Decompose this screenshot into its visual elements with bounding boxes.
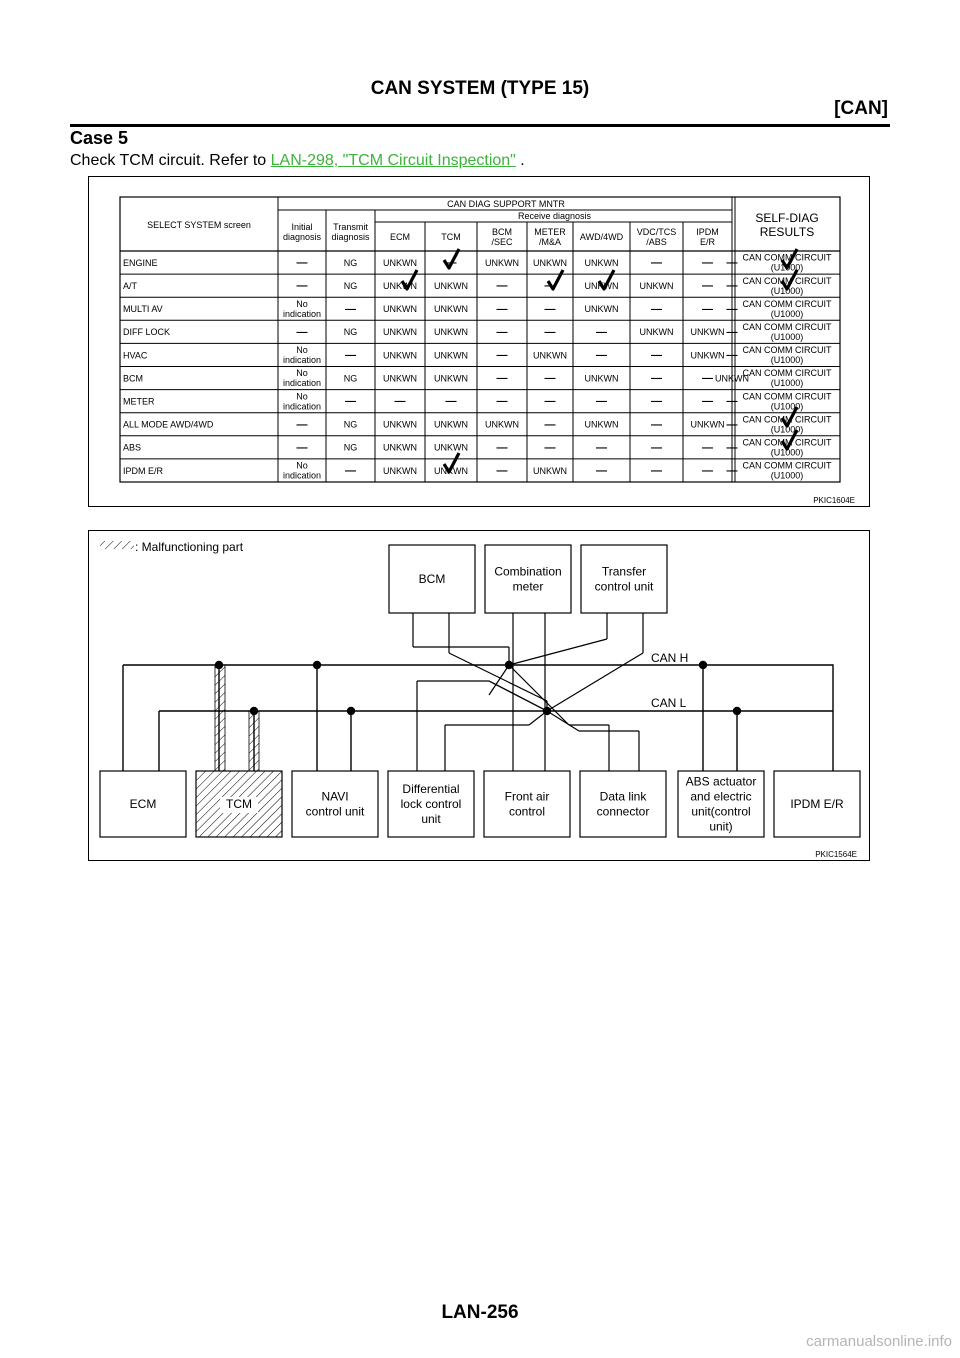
cell-value: UNKWN bbox=[434, 373, 468, 384]
cell-value: NG bbox=[343, 257, 358, 268]
receive-column-header: METER bbox=[534, 227, 566, 238]
cell-value: — bbox=[726, 326, 738, 339]
self-diag-result: CAN COMM CIRCUIT bbox=[742, 414, 832, 425]
cell-value: — bbox=[651, 441, 662, 454]
cell-value: UNKWN bbox=[383, 465, 417, 476]
can-l-label: CAN L bbox=[651, 696, 687, 710]
can-diag-support-monitor-header: CAN DIAG SUPPORT MNTR bbox=[447, 199, 565, 209]
cell-value: — bbox=[296, 326, 308, 339]
bottom-unit-label: unit) bbox=[709, 819, 733, 834]
receive-column-header: TCM bbox=[441, 232, 461, 243]
top-unit-label: control unit bbox=[594, 579, 654, 594]
bottom-unit-label: Differential bbox=[402, 782, 460, 797]
cell-value: UNKWN bbox=[584, 257, 619, 268]
cell-value: No bbox=[296, 345, 308, 356]
self-diag-result: (U1000) bbox=[770, 285, 804, 296]
junction-wire bbox=[489, 665, 509, 695]
cell-value: — bbox=[544, 395, 556, 408]
cell-value: — bbox=[651, 395, 662, 408]
legend-text: : Malfunctioning part bbox=[135, 540, 244, 554]
top-unit-label: Combination bbox=[494, 564, 562, 579]
bottom-unit-label: Front air bbox=[504, 789, 550, 804]
bottom-unit-label: control bbox=[508, 804, 546, 819]
tcm-circuit-inspection-link[interactable]: LAN-298, "TCM Circuit Inspection" bbox=[270, 152, 516, 169]
cell-value: UNKWN bbox=[383, 419, 417, 430]
self-diag-result: CAN COMM CIRCUIT bbox=[742, 391, 832, 402]
cell-value: — bbox=[726, 441, 738, 454]
cell-value: — bbox=[296, 280, 308, 293]
self-diag-result: CAN COMM CIRCUIT bbox=[742, 252, 832, 263]
self-diag-result: CAN COMM CIRCUIT bbox=[742, 275, 832, 286]
bottom-unit-label: lock control bbox=[400, 797, 462, 812]
system-name: METER bbox=[123, 396, 155, 407]
receive-column-header: ECM bbox=[390, 232, 410, 243]
bottom-unit-label: ABS actuator bbox=[685, 774, 757, 789]
cell-value: — bbox=[296, 418, 308, 431]
cell-value: UNKWN bbox=[715, 373, 749, 384]
bottom-unit-label: TCM bbox=[226, 797, 252, 812]
cell-value: — bbox=[445, 395, 457, 408]
cell-value: UNKWN bbox=[485, 257, 519, 268]
system-name: IPDM E/R bbox=[123, 465, 164, 476]
receive-column-header: BCM bbox=[492, 227, 512, 238]
cell-value: — bbox=[702, 441, 713, 454]
cell-value: — bbox=[496, 280, 508, 293]
cell-value: indication bbox=[282, 470, 322, 481]
cell-value: UNKWN bbox=[383, 304, 417, 315]
cell-value: UNKWN bbox=[434, 465, 468, 476]
cell-value: NG bbox=[343, 442, 358, 453]
system-name: ENGINE bbox=[123, 257, 158, 268]
cell-value: — bbox=[726, 418, 738, 431]
transfer-wire bbox=[509, 639, 607, 665]
bottom-unit-label: ECM bbox=[129, 797, 157, 812]
cell-value: — bbox=[496, 441, 508, 454]
cell-value: NG bbox=[343, 280, 358, 291]
cell-value: — bbox=[651, 257, 662, 270]
cell-value: — bbox=[651, 372, 662, 385]
cell-value: — bbox=[496, 349, 508, 362]
cell-value: — bbox=[496, 464, 508, 477]
top-unit-label: meter bbox=[512, 579, 544, 594]
diff-wire-l bbox=[529, 711, 547, 725]
cell-value: indication bbox=[282, 308, 322, 319]
cell-value: — bbox=[596, 441, 607, 454]
self-diag-result: CAN COMM CIRCUIT bbox=[742, 368, 832, 379]
self-diag-result: CAN COMM CIRCUIT bbox=[742, 460, 832, 471]
cell-value: UNKWN bbox=[434, 419, 468, 430]
cell-value: — bbox=[702, 303, 713, 316]
cell-value: — bbox=[651, 303, 662, 316]
self-diag-result: (U1000) bbox=[770, 401, 804, 412]
cell-value: — bbox=[345, 464, 356, 477]
top-unit-label: BCM bbox=[418, 572, 446, 587]
cell-value: — bbox=[496, 395, 508, 408]
receive-column-header: IPDM bbox=[696, 227, 719, 238]
cell-value: — bbox=[544, 372, 556, 385]
initial-diagnosis-header: Initial bbox=[291, 222, 313, 233]
cell-value: — bbox=[726, 257, 738, 270]
cell-value: — bbox=[726, 280, 738, 293]
cell-value: — bbox=[702, 280, 713, 293]
self-diag-result: CAN COMM CIRCUIT bbox=[742, 437, 832, 448]
page-header-title: CAN SYSTEM (TYPE 15) bbox=[370, 78, 590, 99]
initial-diagnosis-header: diagnosis bbox=[282, 232, 322, 243]
receive-column-header: /M&A bbox=[538, 237, 562, 248]
cell-value: UNKWN bbox=[434, 327, 468, 338]
cell-value: — bbox=[651, 349, 662, 362]
cell-value: indication bbox=[282, 355, 322, 366]
cell-value: — bbox=[544, 303, 556, 316]
dlc-wire-h bbox=[509, 665, 569, 725]
cell-value: — bbox=[496, 326, 508, 339]
cell-value: — bbox=[596, 464, 607, 477]
can-diag-table bbox=[89, 177, 871, 508]
cell-value: — bbox=[596, 326, 607, 339]
cell-value: UNKWN bbox=[584, 280, 619, 291]
cell-value: UNKWN bbox=[434, 280, 468, 291]
cell-value: — bbox=[651, 464, 662, 477]
cell-value: UNKWN bbox=[533, 257, 567, 268]
system-name: HVAC bbox=[123, 350, 148, 361]
case-title: Case 5 bbox=[70, 128, 129, 148]
cell-value: — bbox=[345, 303, 356, 316]
cell-value: UNKWN bbox=[533, 465, 567, 476]
cell-value: — bbox=[394, 395, 406, 408]
self-diag-result: CAN COMM CIRCUIT bbox=[742, 345, 832, 356]
bottom-unit-label: Data link bbox=[599, 789, 647, 804]
cell-value: — bbox=[702, 372, 713, 385]
section-tag: [CAN] bbox=[834, 98, 888, 119]
bottom-unit-label: unit bbox=[421, 812, 441, 827]
cell-value: — bbox=[651, 418, 662, 431]
legend-hatch-swatch bbox=[100, 541, 134, 549]
cell-value: — bbox=[296, 441, 308, 454]
bottom-unit-label: and electric bbox=[690, 789, 752, 804]
cell-value: UNKWN bbox=[383, 442, 417, 453]
bottom-unit-label: NAVI bbox=[321, 789, 349, 804]
watermark: carmanualsonline.info bbox=[806, 1333, 952, 1350]
bcm-wire-l bbox=[449, 653, 547, 701]
cell-value: No bbox=[296, 298, 308, 309]
can-h-label: CAN H bbox=[651, 651, 689, 665]
cell-value: No bbox=[296, 460, 308, 471]
bottom-unit-label: IPDM E/R bbox=[790, 797, 844, 812]
system-name: BCM bbox=[123, 373, 143, 384]
select-system-header: SELECT SYSTEM screen bbox=[147, 220, 251, 230]
cell-value: UNKWN bbox=[584, 419, 619, 430]
cell-value: — bbox=[345, 395, 356, 408]
system-name: A/T bbox=[123, 280, 138, 291]
self-diag-result: (U1000) bbox=[770, 447, 804, 458]
cell-value: UNKWN bbox=[639, 327, 674, 338]
dlc-wire-l bbox=[547, 711, 579, 731]
cell-value: — bbox=[596, 395, 607, 408]
cell-value: UNKWN bbox=[383, 373, 417, 384]
cell-value: UNKWN bbox=[434, 304, 468, 315]
receive-column-header: /ABS bbox=[646, 237, 667, 248]
self-diag-results-header: SELF-DIAG bbox=[755, 211, 819, 226]
cell-value: UNKWN bbox=[690, 350, 725, 361]
cell-value: indication bbox=[282, 378, 322, 389]
header-rule bbox=[70, 124, 890, 127]
tcm-can-h-hatched-wire bbox=[215, 665, 225, 771]
cell-value: — bbox=[296, 257, 308, 270]
cell-value: — bbox=[726, 395, 738, 408]
cell-value: — bbox=[702, 395, 713, 408]
cell-value: UNKWN bbox=[639, 280, 674, 291]
bottom-unit-label: connector bbox=[596, 804, 650, 819]
self-diag-result: CAN COMM CIRCUIT bbox=[742, 322, 832, 332]
cell-value: — bbox=[726, 303, 738, 316]
cell-value: — bbox=[544, 441, 556, 454]
cell-value: UNKWN bbox=[383, 327, 417, 338]
cell-value: — bbox=[702, 257, 713, 270]
cell-value: — bbox=[596, 349, 607, 362]
instruction-text bbox=[70, 152, 525, 170]
self-diag-result: (U1000) bbox=[770, 424, 804, 435]
cell-value: — bbox=[726, 464, 738, 477]
page-number: LAN-256 bbox=[441, 1302, 519, 1323]
receive-column-header: E/R bbox=[699, 237, 716, 248]
instruction-prefix: Check TCM circuit. Refer to bbox=[70, 152, 271, 169]
cell-value: — bbox=[445, 257, 457, 270]
self-diag-result: (U1000) bbox=[770, 308, 804, 319]
figure-id: PKIC1604E bbox=[813, 496, 855, 505]
cell-value: No bbox=[296, 368, 308, 379]
cell-value: — bbox=[726, 349, 738, 362]
cell-value: UNKWN bbox=[383, 257, 417, 268]
cell-value: — bbox=[544, 326, 556, 339]
cell-value: UNKWN bbox=[533, 350, 567, 361]
self-diag-results-header: RESULTS bbox=[759, 225, 815, 240]
cell-value: NG bbox=[343, 327, 358, 338]
receive-column-header: /SEC bbox=[491, 237, 513, 248]
self-diag-result: (U1000) bbox=[770, 470, 804, 481]
cell-value: UNKWN bbox=[690, 419, 725, 430]
system-name: DIFF LOCK bbox=[123, 327, 171, 338]
can-communication-diagram bbox=[89, 531, 871, 862]
receive-column-header: VDC/TCS bbox=[636, 227, 677, 238]
receive-column-header: AWD/4WD bbox=[579, 232, 624, 243]
figure-id: PKIC1564E bbox=[815, 850, 857, 859]
transfer-wire-l bbox=[547, 653, 643, 711]
system-name: ABS bbox=[123, 442, 142, 453]
cell-value: — bbox=[496, 372, 508, 385]
can-communication-diagram-figure bbox=[88, 530, 870, 861]
system-name: MULTI AV bbox=[123, 304, 163, 315]
transmit-diagnosis-header: diagnosis bbox=[331, 232, 370, 243]
self-diag-result: (U1000) bbox=[770, 378, 804, 389]
bottom-unit-label: unit(control bbox=[691, 804, 751, 819]
self-diag-result: (U1000) bbox=[770, 262, 804, 273]
cell-value: UNKWN bbox=[434, 442, 468, 453]
cell-value: NG bbox=[343, 373, 358, 384]
can-diag-support-monitor-figure bbox=[88, 176, 870, 507]
cell-value: indication bbox=[282, 401, 322, 412]
top-unit-label: Transfer bbox=[601, 564, 647, 579]
cell-value: UNKWN bbox=[690, 327, 725, 338]
cell-value: — bbox=[345, 349, 356, 362]
self-diag-result: (U1000) bbox=[770, 355, 804, 366]
cell-value: UNKWN bbox=[584, 373, 619, 384]
cell-value: — bbox=[544, 418, 556, 431]
cell-value: UNKWN bbox=[485, 419, 519, 430]
tcm-can-l-hatched-wire bbox=[249, 711, 259, 771]
cell-value: UNKWN bbox=[383, 280, 417, 291]
cell-value: — bbox=[544, 280, 556, 293]
cell-value: UNKWN bbox=[434, 350, 468, 361]
cell-value: — bbox=[496, 303, 508, 316]
junction-wire bbox=[489, 681, 547, 711]
self-diag-result: (U1000) bbox=[770, 332, 804, 342]
cell-value: UNKWN bbox=[584, 304, 619, 315]
system-name: ALL MODE AWD/4WD bbox=[123, 419, 214, 430]
receive-diagnosis-header: Receive diagnosis bbox=[517, 211, 592, 221]
self-diag-result: CAN COMM CIRCUIT bbox=[742, 298, 832, 309]
cell-value: No bbox=[296, 391, 308, 402]
cell-value: UNKWN bbox=[383, 350, 417, 361]
cell-value: NG bbox=[343, 419, 358, 430]
transmit-diagnosis-header: Transmit bbox=[333, 222, 368, 233]
cell-value: — bbox=[702, 464, 713, 477]
instruction-suffix: . bbox=[515, 152, 525, 169]
bottom-unit-label: control unit bbox=[305, 804, 365, 819]
